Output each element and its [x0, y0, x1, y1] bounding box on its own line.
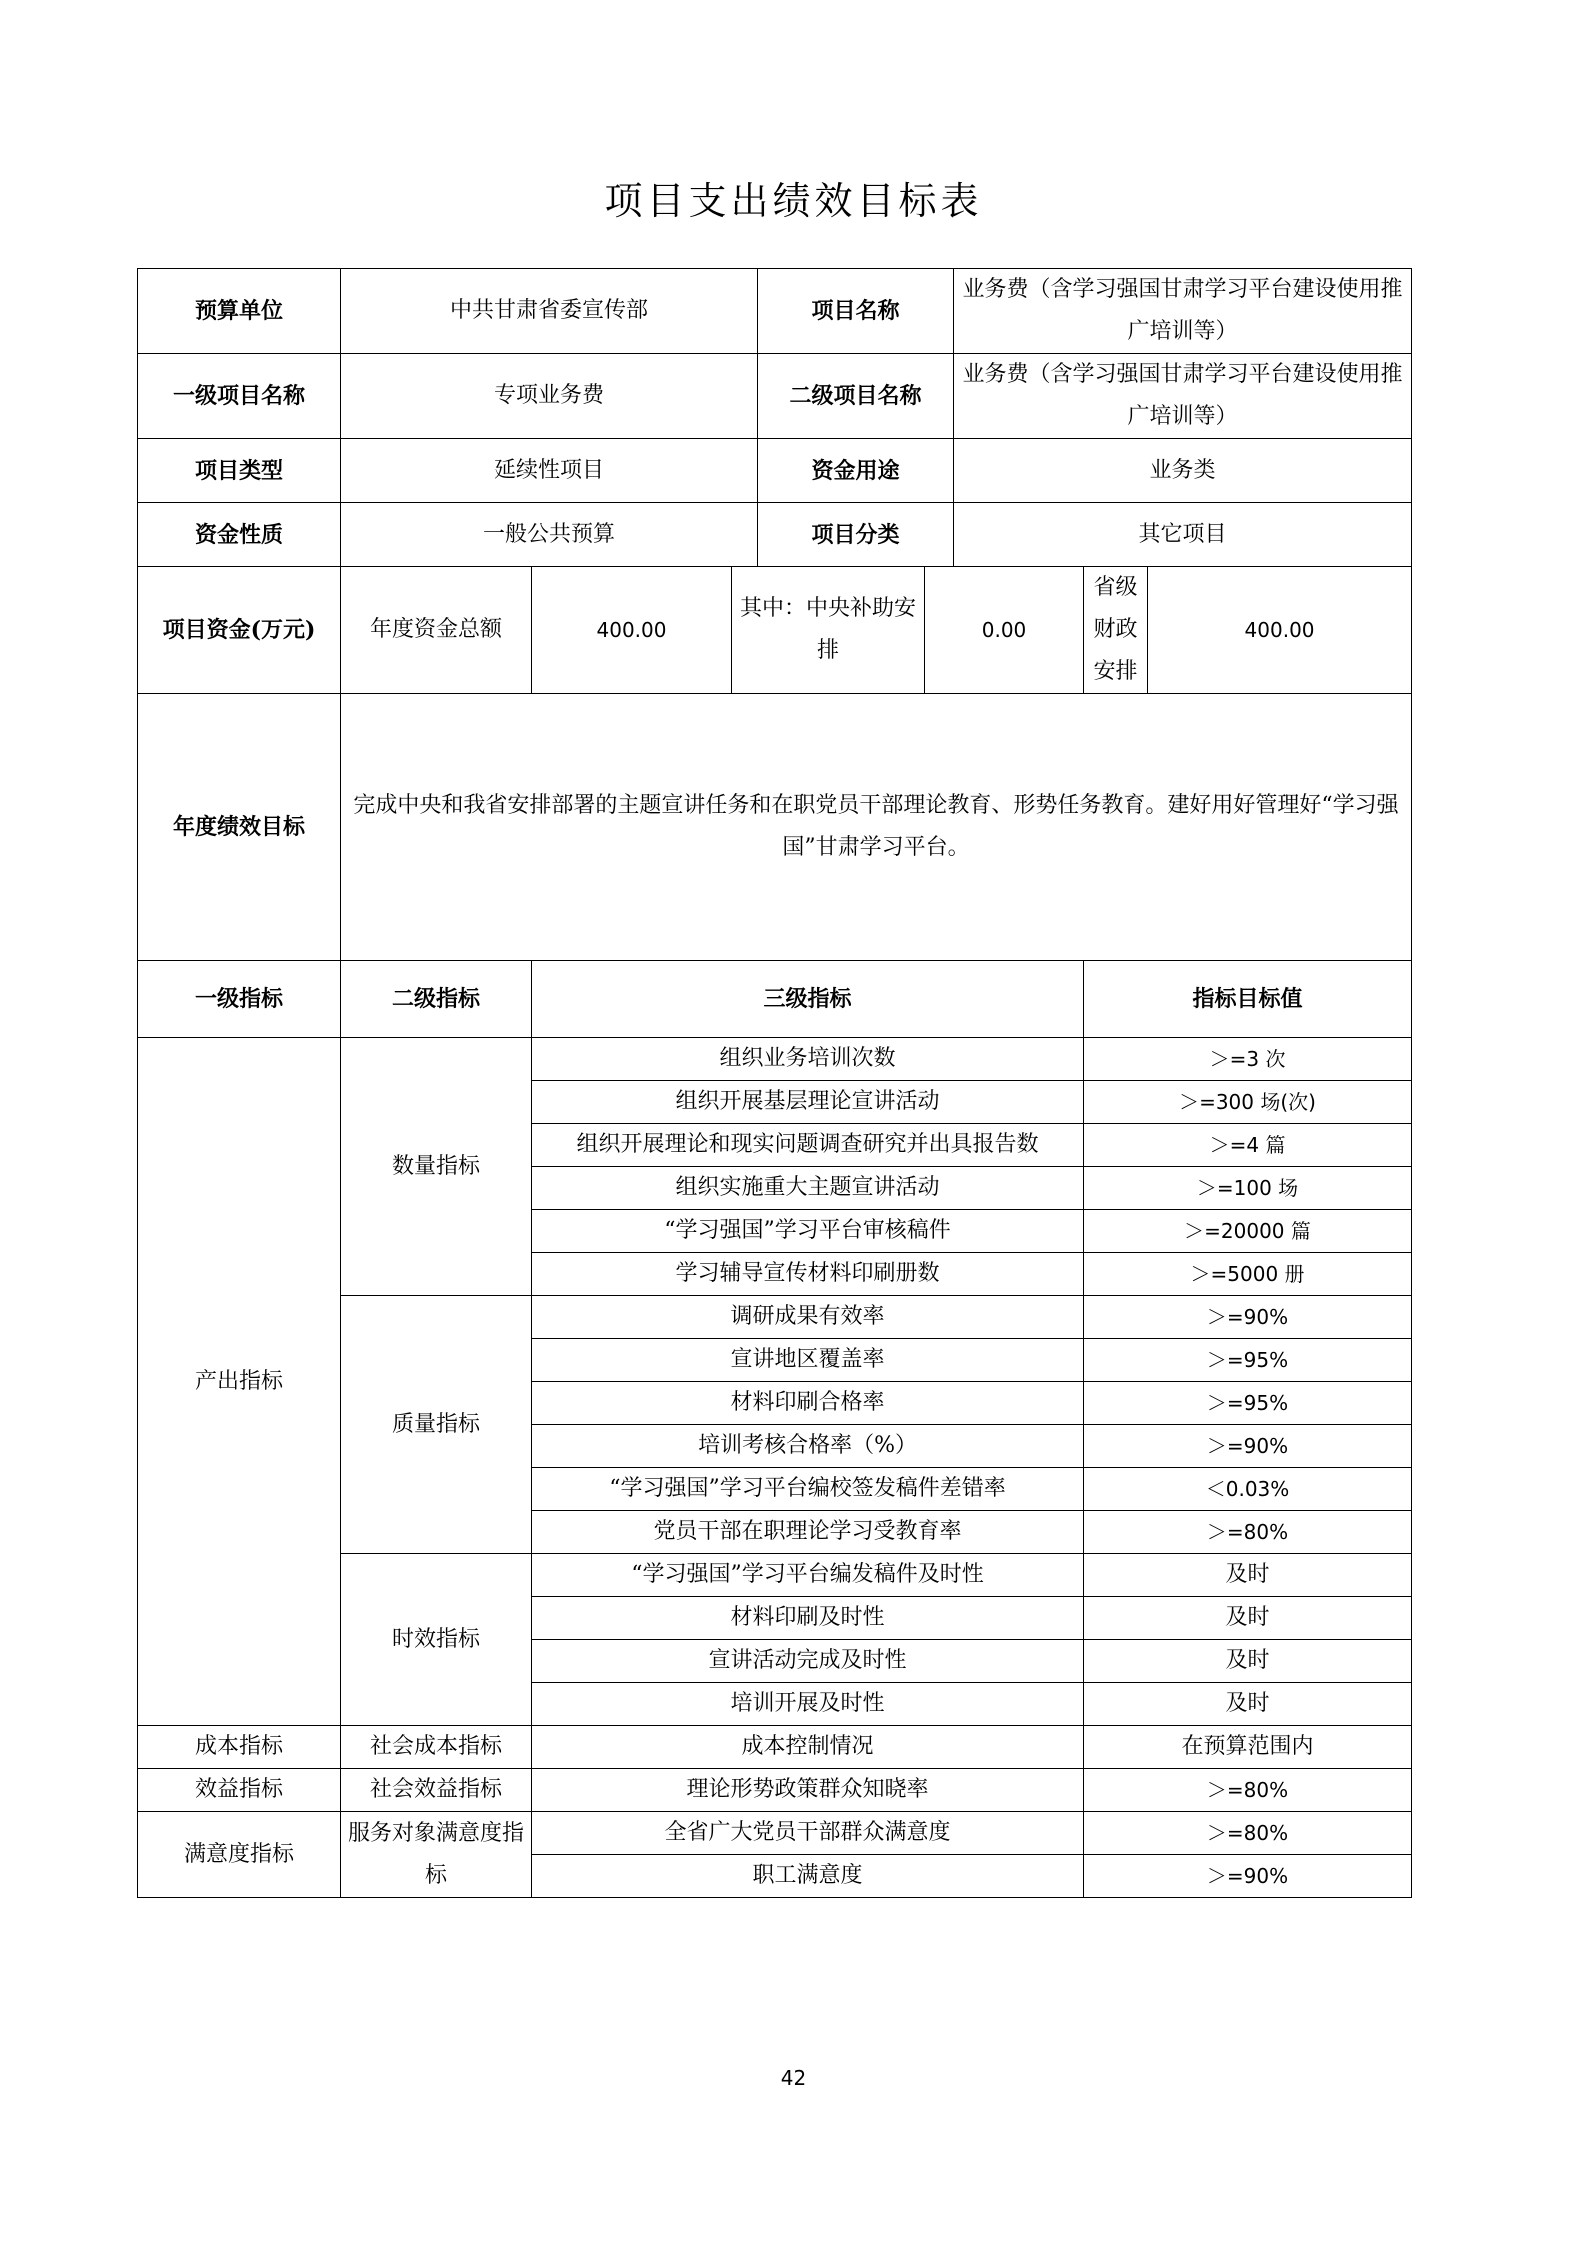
indicator-target: ＞=300 场(次)	[1084, 1081, 1412, 1124]
indicator-target: 及时	[1084, 1683, 1412, 1726]
table-row	[138, 1726, 1412, 1769]
info-row-level1	[138, 354, 1412, 439]
indicator-target: 及时	[1084, 1640, 1412, 1683]
page-title: 项目支出绩效目标表	[604, 179, 983, 223]
header-level3: 三级指标	[532, 961, 1084, 1038]
indicator-name: 材料印刷及时性	[532, 1597, 1084, 1640]
indicator-target: ＞=90%	[1084, 1855, 1412, 1898]
indicator-name: 职工满意度	[532, 1855, 1084, 1898]
annual-total-label: 年度资金总额	[341, 567, 532, 694]
indicator-name: 党员干部在职理论学习受教育率	[532, 1511, 1084, 1554]
info-row-type	[138, 439, 1412, 503]
funds-usage-value: 业务类	[954, 439, 1412, 503]
indicator-target: ＞=90%	[1084, 1425, 1412, 1468]
budget-unit-label: 预算单位	[138, 269, 341, 354]
indicator-target: ＞=3 次	[1084, 1038, 1412, 1081]
funds-nature-label: 资金性质	[138, 503, 341, 567]
indicator-target: ＞=80%	[1084, 1511, 1412, 1554]
project-type-label: 项目类型	[138, 439, 341, 503]
group-cost-sub: 社会成本指标	[341, 1726, 532, 1769]
indicator-target: 及时	[1084, 1554, 1412, 1597]
central-subsidy-value: 0.00	[925, 567, 1084, 694]
project-name-label: 项目名称	[758, 269, 954, 354]
indicator-name: “学习强国”学习平台审核稿件	[532, 1210, 1084, 1253]
funds-usage-label: 资金用途	[758, 439, 954, 503]
provincial-funds-value: 400.00	[1148, 567, 1412, 694]
indicator-name: 成本控制情况	[532, 1726, 1084, 1769]
info-row-budget-unit	[138, 269, 1412, 354]
project-category-value: 其它项目	[954, 503, 1412, 567]
table-row	[138, 1769, 1412, 1812]
indicator-target: ＞=20000 篇	[1084, 1210, 1412, 1253]
info-row-nature	[138, 503, 1412, 567]
annual-total-value: 400.00	[532, 567, 732, 694]
indicator-name: 培训开展及时性	[532, 1683, 1084, 1726]
project-funds-label: 项目资金(万元)	[138, 567, 341, 694]
performance-table	[137, 268, 1412, 1898]
level2-project-label: 二级项目名称	[758, 354, 954, 439]
indicator-target: ＞=4 篇	[1084, 1124, 1412, 1167]
group-quantity: 数量指标	[341, 1038, 532, 1296]
indicator-target: ＞=95%	[1084, 1382, 1412, 1425]
header-level2: 二级指标	[341, 961, 532, 1038]
indicator-target: ＞=100 场	[1084, 1167, 1412, 1210]
group-satisfaction: 满意度指标	[138, 1812, 341, 1898]
provincial-funds-label: 省级财政安排	[1084, 567, 1148, 694]
indicator-name: 组织开展基层理论宣讲活动	[532, 1081, 1084, 1124]
header-target: 指标目标值	[1084, 961, 1412, 1038]
table-row	[138, 1812, 1412, 1855]
indicator-name: 组织实施重大主题宣讲活动	[532, 1167, 1084, 1210]
table-row	[138, 1038, 1412, 1081]
group-quality: 质量指标	[341, 1296, 532, 1554]
indicator-name: 培训考核合格率（%）	[532, 1425, 1084, 1468]
indicator-target: 在预算范围内	[1084, 1726, 1412, 1769]
group-output: 产出指标	[138, 1038, 341, 1726]
project-category-label: 项目分类	[758, 503, 954, 567]
indicator-name: “学习强国”学习平台编校签发稿件差错率	[532, 1468, 1084, 1511]
indicator-name: 组织开展理论和现实问题调查研究并出具报告数	[532, 1124, 1084, 1167]
indicator-target: ＞=80%	[1084, 1812, 1412, 1855]
level1-project-label: 一级项目名称	[138, 354, 341, 439]
indicator-name: 调研成果有效率	[532, 1296, 1084, 1339]
indicator-target: 及时	[1084, 1597, 1412, 1640]
indicator-name: 组织业务培训次数	[532, 1038, 1084, 1081]
indicator-target: ＞=80%	[1084, 1769, 1412, 1812]
funds-nature-value: 一般公共预算	[341, 503, 758, 567]
indicator-name: 学习辅导宣传材料印刷册数	[532, 1253, 1084, 1296]
project-name-value: 业务费（含学习强国甘肃学习平台建设使用推广培训等）	[954, 269, 1412, 354]
annual-goal-text: 完成中央和我省安排部署的主题宣讲任务和在职党员干部理论教育、形势任务教育。建好用好管理好“学习强国”甘肃学习平台。	[341, 694, 1412, 961]
indicator-target: ＞=5000 册	[1084, 1253, 1412, 1296]
level1-project-value: 专项业务费	[341, 354, 758, 439]
indicator-name: “学习强国”学习平台编发稿件及时性	[532, 1554, 1084, 1597]
indicator-target: ＜0.03%	[1084, 1468, 1412, 1511]
info-row-goal	[138, 694, 1412, 961]
indicator-name: 理论形势政策群众知晓率	[532, 1769, 1084, 1812]
central-subsidy-label: 其中：中央补助安排	[732, 567, 925, 694]
level2-project-value: 业务费（含学习强国甘肃学习平台建设使用推广培训等）	[954, 354, 1412, 439]
group-satisfaction-sub: 服务对象满意度指标	[341, 1812, 532, 1898]
page-number: 42	[780, 2066, 807, 2090]
annual-goal-label: 年度绩效目标	[138, 694, 341, 961]
indicator-name: 全省广大党员干部群众满意度	[532, 1812, 1084, 1855]
group-timeliness: 时效指标	[341, 1554, 532, 1726]
indicator-header-row	[138, 961, 1412, 1038]
group-cost: 成本指标	[138, 1726, 341, 1769]
group-benefit-sub: 社会效益指标	[341, 1769, 532, 1812]
group-benefit: 效益指标	[138, 1769, 341, 1812]
header-level1: 一级指标	[138, 961, 341, 1038]
indicator-name: 材料印刷合格率	[532, 1382, 1084, 1425]
indicator-target: ＞=95%	[1084, 1339, 1412, 1382]
indicator-name: 宣讲活动完成及时性	[532, 1640, 1084, 1683]
indicator-target: ＞=90%	[1084, 1296, 1412, 1339]
project-type-value: 延续性项目	[341, 439, 758, 503]
info-row-funds	[138, 567, 1412, 694]
indicator-name: 宣讲地区覆盖率	[532, 1339, 1084, 1382]
budget-unit-value: 中共甘肃省委宣传部	[341, 269, 758, 354]
